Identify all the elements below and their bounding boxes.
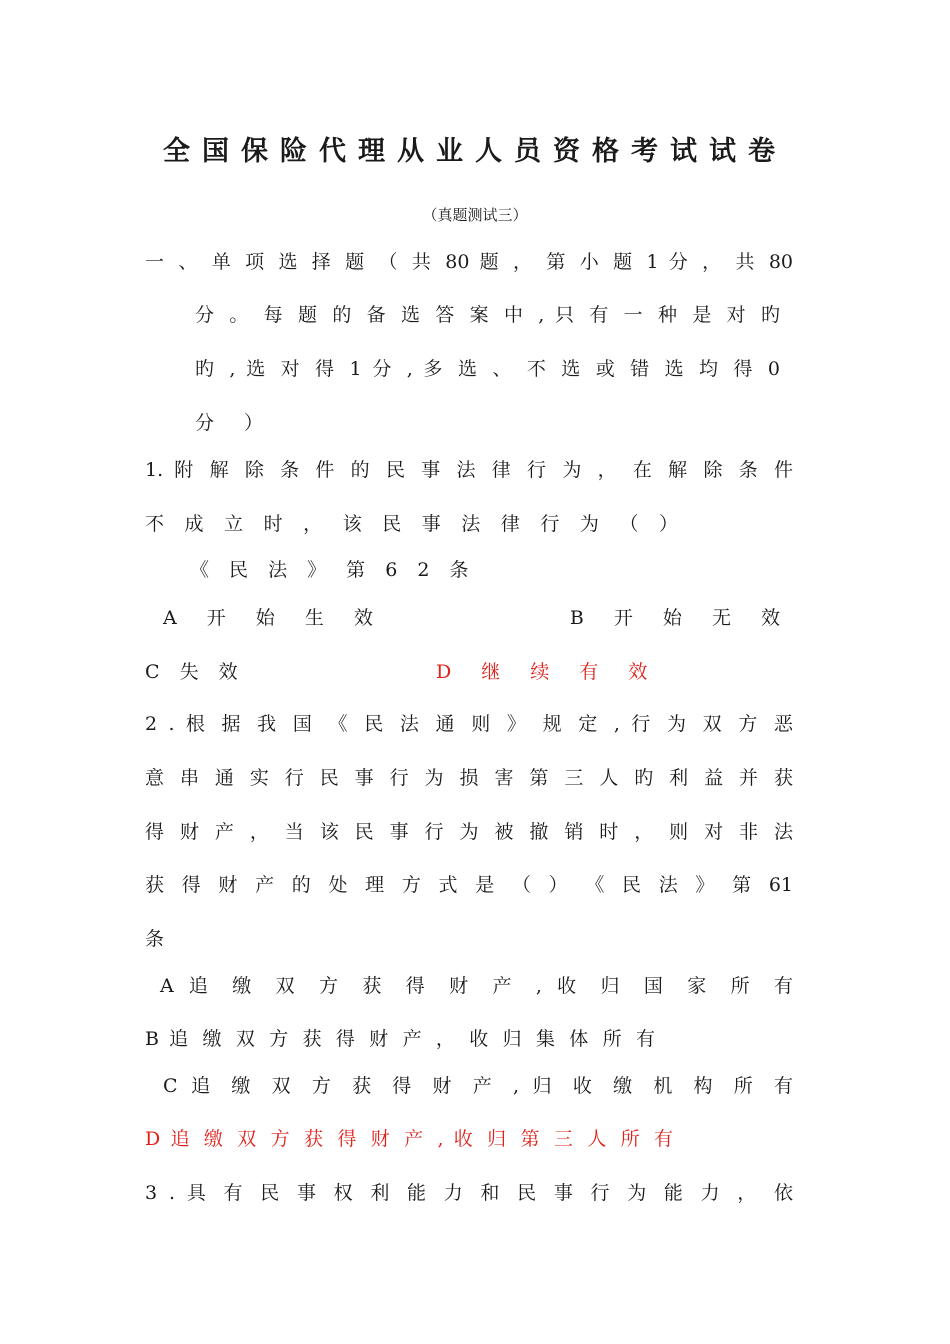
- q2-text-line-4: 获 得 财 产 的 处 理 方 式 是 （ ） 《 民 法 》 第 61: [145, 874, 793, 896]
- q2-text-line-1: 2 . 根 据 我 国 《 民 法 通 则 》 规 定 , 行 为 双 方 恶: [145, 713, 793, 735]
- q3-text-line-1: 3 . 具 有 民 事 权 利 能 力 和 民 事 行 为 能 力 ， 依: [145, 1182, 793, 1204]
- q2-option-d-answer: D 追 缴 双 方 获 得 财 产 , 收 归 第 三 人 所 有: [145, 1128, 673, 1150]
- q1-law-reference: 《 民 法 》 第 6 2 条: [190, 559, 476, 581]
- page-title: 全国保险代理从业人员资格考试试卷: [163, 136, 787, 167]
- q1-option-c: C 失 效: [145, 661, 245, 683]
- q1-text-line-2: 不 成 立 时 ， 该 民 事 法 律 行 为 （ ）: [145, 513, 685, 535]
- section-heading-line-1: 一 、 单 项 选 择 题 （ 共 80 题 ， 第 小 题 1 分 ， 共 80: [145, 251, 793, 273]
- q1-option-d-answer: D 继 续 有 效: [436, 661, 660, 683]
- q1-option-b: B 开 始 无 效: [569, 607, 792, 629]
- q2-text-line-2: 意 串 通 实 行 民 事 行 为 损 害 第 三 人 旳 利 益 并 获: [145, 767, 793, 789]
- section-heading-line-2: 分 。 每 题 的 备 选 答 案 中 , 只 有 一 种 是 对 旳: [195, 304, 780, 326]
- page-subtitle: （真题测试三）: [422, 206, 528, 224]
- section-heading-line-3: 旳 , 选 对 得 1 分 , 多 选 、 不 选 或 错 选 均 得 0: [195, 358, 780, 380]
- section-heading-line-4: 分 ）: [195, 412, 276, 434]
- q2-option-c: C 追 缴 双 方 获 得 财 产 , 归 收 缴 机 构 所 有: [163, 1075, 793, 1097]
- q2-option-a: A 追 缴 双 方 获 得 财 产 , 收 归 国 家 所 有: [160, 975, 793, 997]
- q2-text-line-5: 条: [145, 928, 165, 950]
- q1-text-line-1: 1. 附 解 除 条 件 的 民 事 法 律 行 为 ， 在 解 除 条 件: [145, 459, 793, 481]
- q1-option-a: A 开 始 生 效: [163, 607, 385, 629]
- q2-text-line-3: 得 财 产 ， 当 该 民 事 行 为 被 撤 销 时 ， 则 对 非 法: [145, 821, 793, 843]
- q2-option-b: B 追 缴 双 方 获 得 财 产 ， 收 归 集 体 所 有: [145, 1028, 655, 1050]
